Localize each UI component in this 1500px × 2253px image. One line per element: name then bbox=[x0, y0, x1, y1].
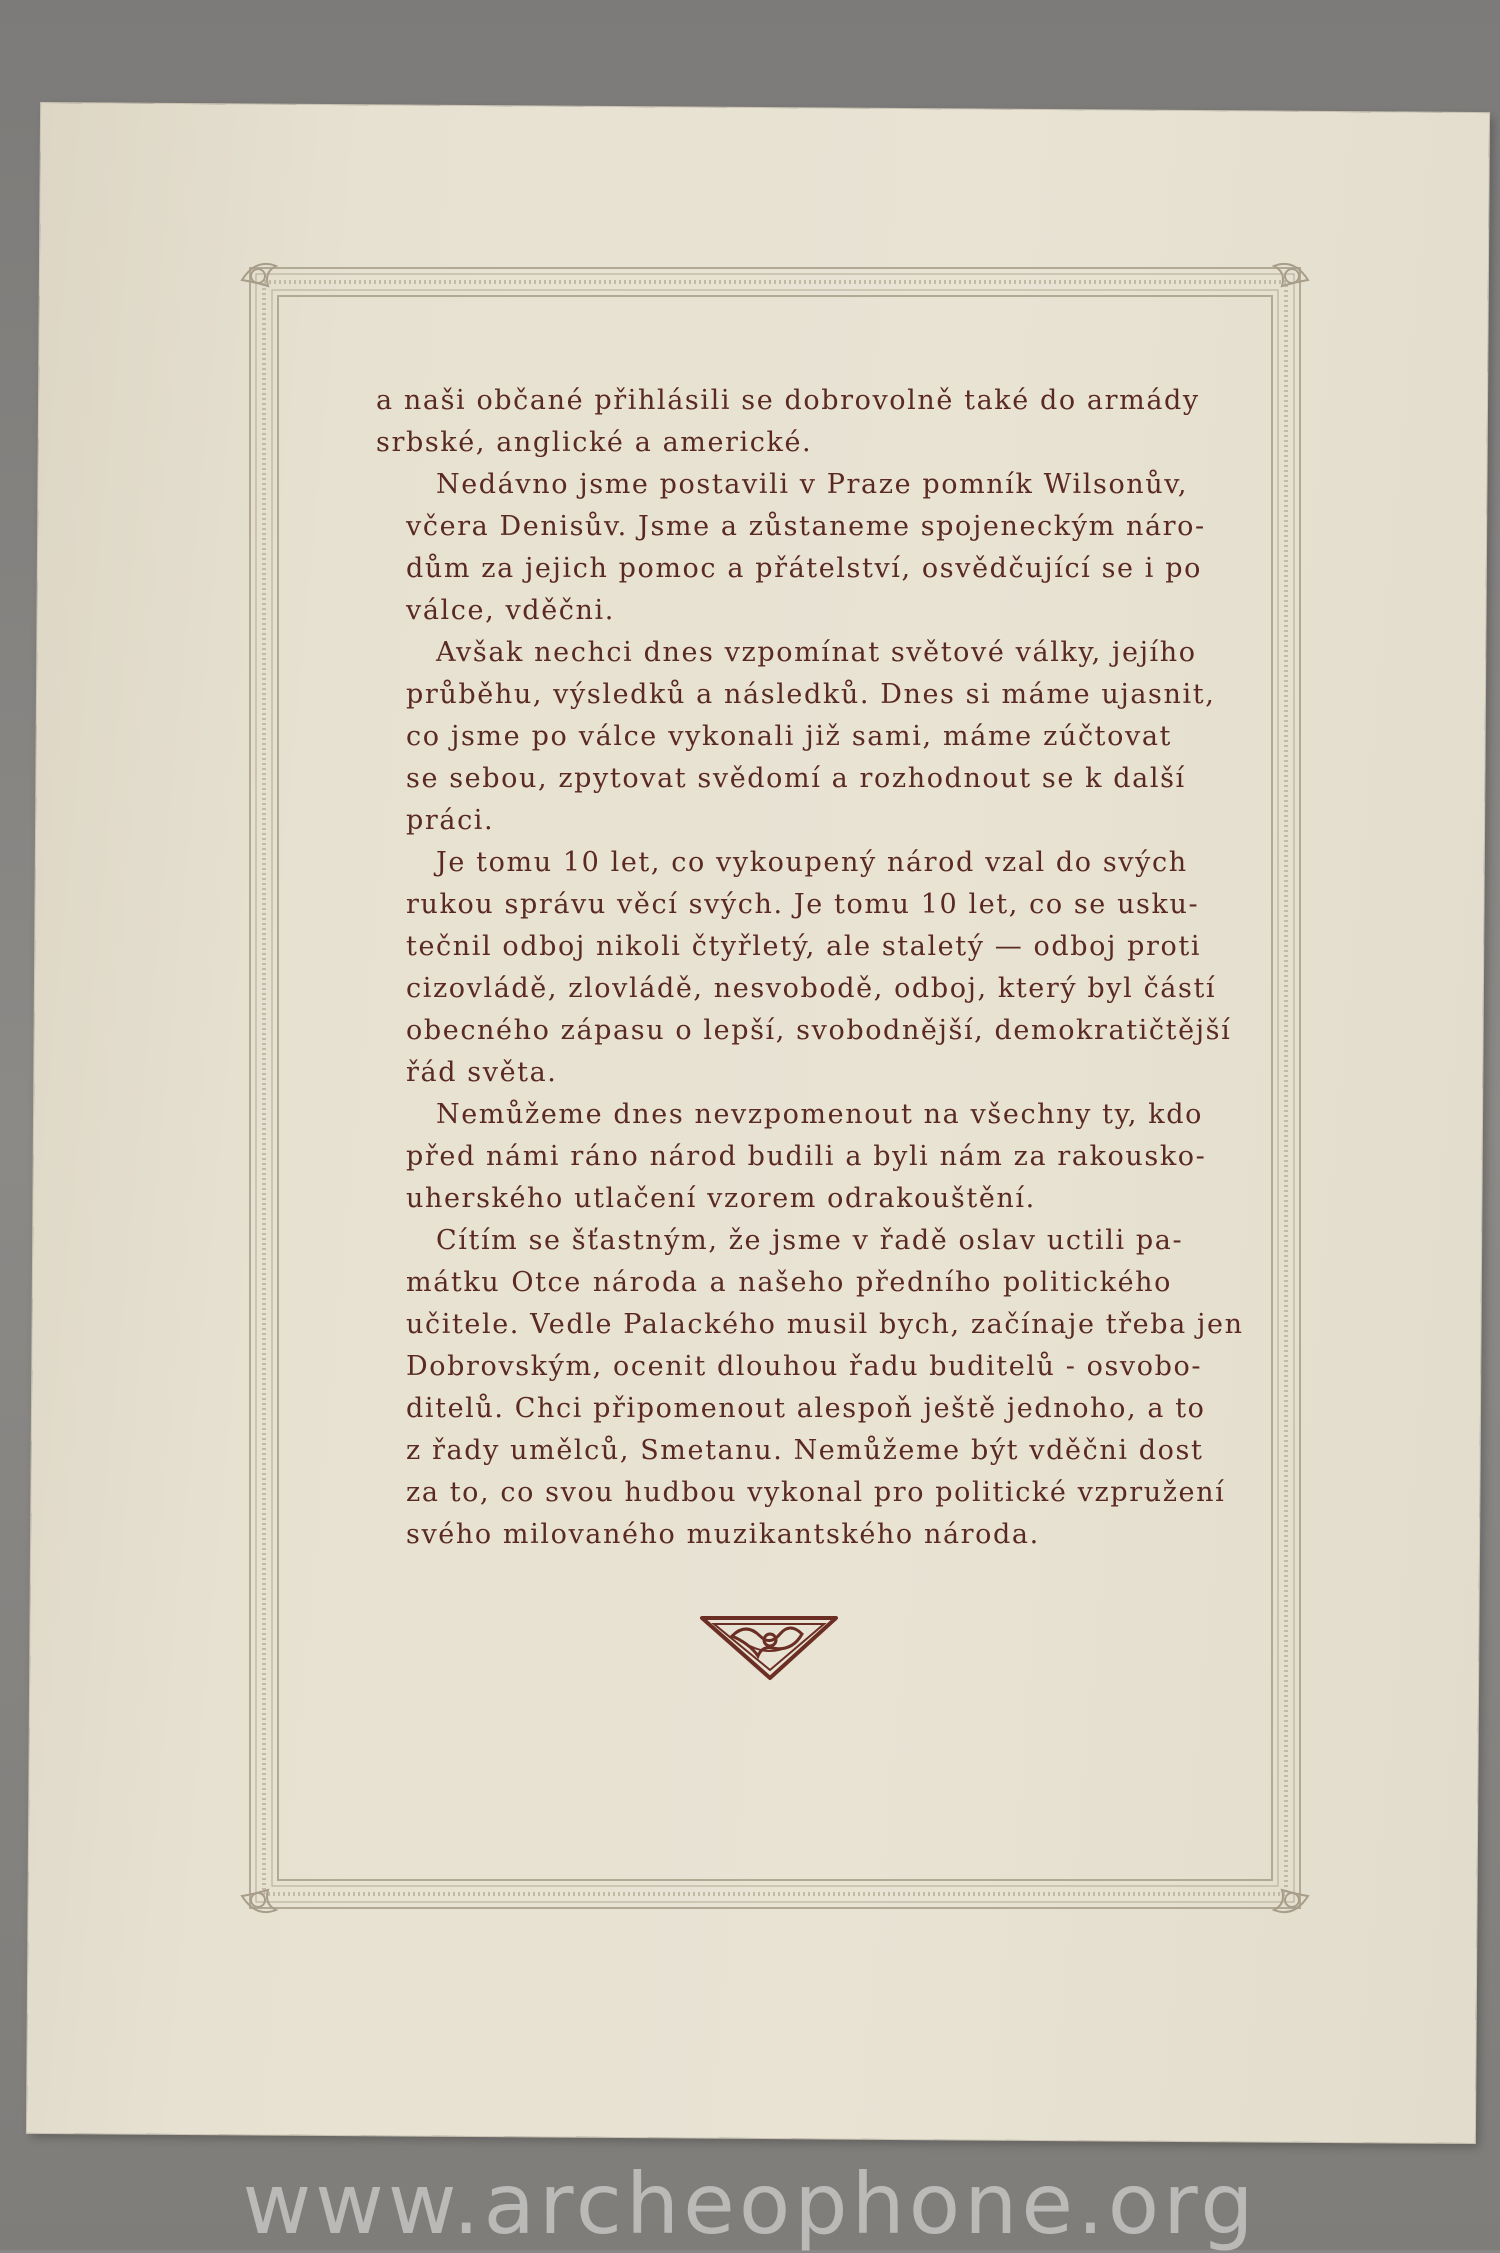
text-line: z řady umělců, Smetanu. Nemůžeme být vděčni dost bbox=[406, 1435, 1204, 1466]
text-line: uherského utlačení vzorem odrakouštění. bbox=[406, 1183, 1036, 1214]
text-line: Nedávno jsme postavili v Praze pomník Wilsonův, bbox=[436, 469, 1189, 500]
text-line: před námi ráno národ budili a byli nám za rakousko- bbox=[406, 1141, 1207, 1172]
text-line: Nemůžeme dnes nevzpomenout na všechny ty, kdo bbox=[436, 1099, 1203, 1130]
art-nouveau-emblem-icon bbox=[698, 1612, 840, 1682]
body-text bbox=[376, 380, 1244, 1556]
text-line: tečnil odboj nikoli čtyřletý, ale staletý — odboj proti bbox=[406, 931, 1202, 962]
paragraph bbox=[376, 464, 1206, 632]
text-line: včera Denisův. Jsme a zůstaneme spojeneckým náro- bbox=[406, 511, 1206, 542]
text-line: svého milovaného muzikantského národa. bbox=[406, 1519, 1040, 1550]
text-line: práci. bbox=[406, 805, 495, 836]
text-line: Je tomu 10 let, co vykoupený národ vzal do svých bbox=[436, 847, 1188, 878]
text-line: řád světa. bbox=[406, 1057, 558, 1088]
text-line: za to, co svou hudbou vykonal pro politické vzpružení bbox=[406, 1477, 1226, 1508]
text-line: se sebou, zpytovat svědomí a rozhodnout se k další bbox=[406, 763, 1186, 794]
paragraph bbox=[376, 1220, 1244, 1556]
text-line: a naši občané přihlásili se dobrovolně také do armády bbox=[376, 385, 1200, 416]
text-line: obecného zápasu o lepší, svobodnější, demokratičtější bbox=[406, 1015, 1232, 1046]
paragraph bbox=[376, 1094, 1207, 1220]
text-line: co jsme po válce vykonali již sami, máme zúčtovat bbox=[406, 721, 1172, 752]
text-line: ditelů. Chci připomenout alespoň ještě jednoho, a to bbox=[406, 1393, 1206, 1424]
text-line: průběhu, výsledků a následků. Dnes si máme ujasnit, bbox=[406, 679, 1216, 710]
text-line: válce, vděčni. bbox=[406, 595, 615, 626]
paragraph bbox=[376, 842, 1232, 1094]
text-line: Avšak nechci dnes vzpomínat světové války, jejího bbox=[436, 637, 1197, 668]
text-line: učitele. Vedle Palackého musil bych, začínaje třeba jen bbox=[406, 1309, 1244, 1340]
text-line: mátku Otce národa a našeho předního politického bbox=[406, 1267, 1172, 1298]
text-line: Cítím se šťastným, že jsme v řadě oslav uctili pa- bbox=[436, 1225, 1184, 1256]
paragraph bbox=[376, 380, 1200, 464]
paragraph bbox=[376, 632, 1216, 842]
text-line: rukou správu věcí svých. Je tomu 10 let, co se usku- bbox=[406, 889, 1200, 920]
text-line: Dobrovským, ocenit dlouhou řadu buditelů - osvobo- bbox=[406, 1351, 1203, 1382]
text-line: dům za jejich pomoc a přátelství, osvědčující se i po bbox=[406, 553, 1202, 584]
text-line: srbské, anglické a americké. bbox=[376, 427, 813, 458]
text-line: cizovládě, zlovládě, nesvobodě, odboj, který byl částí bbox=[406, 973, 1217, 1004]
watermark: www.archeophone.org bbox=[242, 2155, 1258, 2253]
